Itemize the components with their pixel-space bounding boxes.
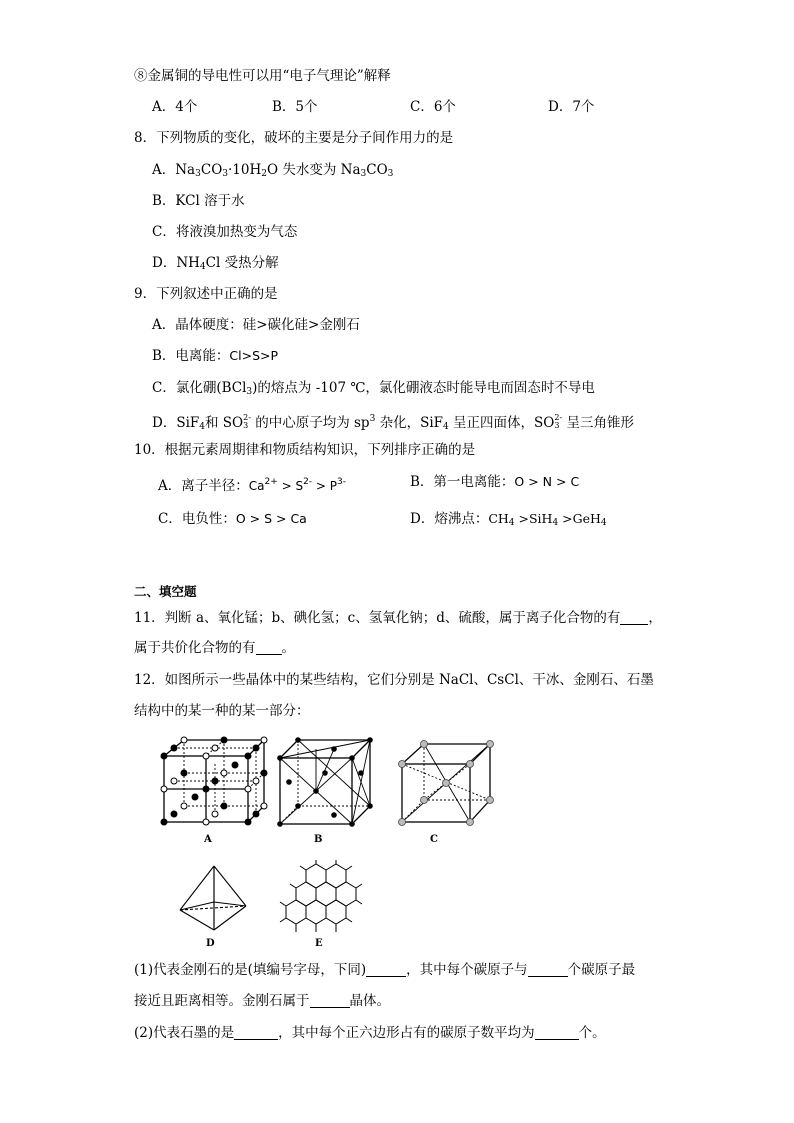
q11-blank-ionic[interactable] — [620, 610, 648, 625]
crystal-structure-e — [276, 860, 364, 938]
crystal-structure-d — [176, 862, 252, 934]
q8-option-d[interactable]: D．$NH_4Cl$ 受热分解 — [152, 255, 279, 272]
q10-option-b[interactable]: B．第一电离能：O > N > C — [410, 474, 580, 490]
q7-option-a[interactable]: A．4个 — [152, 99, 198, 115]
q8-stem: 8．下列物质的变化，破坏的主要是分子间作用力的是 — [134, 130, 454, 146]
q8-option-b[interactable]: B．KCl 溶于水 — [152, 193, 245, 209]
crystal-structure-a — [160, 736, 268, 828]
q10-option-c[interactable]: C．电负性：O > S > Ca — [158, 511, 307, 527]
q12-blank-graphite[interactable] — [234, 1025, 278, 1040]
q12-line2: 结构中的某一种的某一部分： — [134, 703, 310, 719]
q7-option-c[interactable]: C．6个 — [410, 99, 456, 115]
q9-option-b[interactable]: B．电离能：Cl>S>P — [152, 348, 279, 364]
q9-option-d[interactable]: D．SiF$_4$和 SO2- 3 的中心原子均为 $sp^3$ 杂化，SiF$_4$ 呈正四面体，SO2- 3 呈三角锥形 — [152, 413, 634, 432]
q11-blank-covalent[interactable] — [256, 640, 282, 655]
q10-option-d[interactable]: D．熔沸点：$CH_4 >SiH_4 >GeH_4$ — [410, 511, 607, 528]
section-title: 二、填空题 — [134, 584, 197, 599]
q7-item8: ⑧金属铜的导电性可以用“电子气理论”解释 — [134, 68, 391, 84]
q8-option-a[interactable]: A．$Na_3CO_3\cdot 10H_2O$ 失水变为 $Na_3CO_3$ — [152, 162, 394, 179]
q9-option-a[interactable]: A．晶体硬度：硅>碳化硅>金刚石 — [152, 317, 360, 333]
q12-blank-diamond[interactable] — [366, 962, 406, 977]
crystal-structure-b — [276, 736, 376, 828]
q8-option-c[interactable]: C．将液溴加热变为气态 — [152, 224, 298, 240]
figure-label-c: C — [430, 834, 438, 845]
q12-blank-neighbors[interactable] — [528, 962, 568, 977]
q11-line1: 11．判断 a、氧化锰；b、碘化氢；c、氢氧化钠；d、硫酸，属于离子化合物的有 ， — [134, 610, 662, 626]
crystal-structure-c — [398, 738, 496, 828]
q12-part1-line1: (1)代表金刚石的是(填编号字母，下同) ，其中每个碳原子与 个碳原子最 — [134, 962, 636, 978]
q7-option-b[interactable]: B．5个 — [272, 99, 318, 115]
q9-option-c[interactable]: C．氯化硼(BCl$_3$)的熔点为 -107 ℃，氯化硼液态时能导电而固态时不导电 — [152, 380, 595, 397]
q7-option-d[interactable]: D．7个 — [548, 99, 595, 115]
q12-part1-line2: 接近且距离相等。金刚石属于 晶体。 — [134, 993, 390, 1009]
figure-label-b: B — [314, 834, 323, 845]
figure-label-a: A — [204, 834, 212, 845]
q12-blank-crystal-type[interactable] — [310, 993, 350, 1008]
q10-stem: 10．根据元素周期律和物质结构知识，下列排序正确的是 — [134, 442, 476, 458]
q12-line1: 12．如图所示一些晶体中的某些结构，它们分别是 NaCl、CsCl、干冰、金刚石、石墨 — [134, 672, 654, 688]
figure-label-d: D — [206, 938, 215, 949]
q11-line2: 属于共价化合物的有 。 — [134, 640, 295, 656]
q12-part2: (2)代表石墨的是 ，其中每个正六边形占有的碳原子数平均为 个。 — [134, 1025, 606, 1041]
figure-label-e: E — [315, 938, 323, 949]
q12-blank-atoms-per-hexagon[interactable] — [535, 1025, 579, 1040]
q10-option-a[interactable]: A．离子半径：$Ca^{2+} > S^{2-} > P^{3-}$ — [158, 477, 346, 494]
q9-stem: 9．下列叙述中正确的是 — [134, 286, 278, 302]
